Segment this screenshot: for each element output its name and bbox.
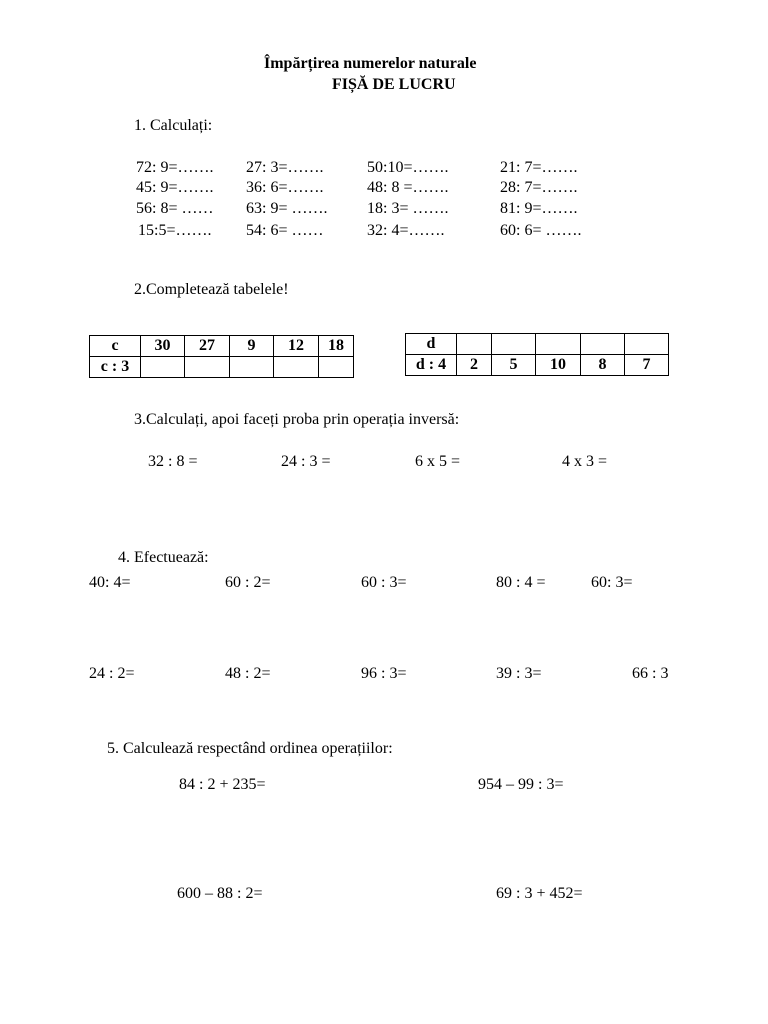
ex1-item: 27: 3=……. [246,159,324,176]
table-cell: 7 [625,355,669,376]
ex1-item: 63: 9= ……. [246,200,328,217]
worksheet-subtitle: FIȘĂ DE LUCRU [332,76,456,93]
table-cell: c [90,336,141,357]
table-cell-blank[interactable] [185,357,230,378]
ex4-heading: 4. Efectuează: [118,549,209,566]
ex2-heading: 2.Completează tabelele! [134,281,289,298]
table-cell-blank[interactable] [492,334,536,355]
table-cell: 10 [536,355,581,376]
ex1-item: 45: 9=……. [136,179,214,196]
table-cell: 2 [457,355,492,376]
ex4-item: 80 : 4 = [496,574,546,591]
table-cell: 18 [319,336,354,357]
ex1-item: 36: 6=……. [246,179,324,196]
ex1-item: 18: 3= ……. [367,200,449,217]
ex1-heading: 1. Calculați: [134,117,213,134]
ex4-item: 96 : 3= [361,665,407,682]
ex4-item: 24 : 2= [89,665,135,682]
ex5-heading: 5. Calculează respectând ordinea operațiilor: [107,740,393,757]
ex1-item: 48: 8 =……. [367,179,449,196]
table-cell-blank[interactable] [457,334,492,355]
table-row [90,357,354,378]
table-c [89,335,354,378]
ex3-item: 24 : 3 = [281,453,331,470]
ex4-item: 60: 3= [591,574,633,591]
ex1-item: 54: 6= …… [246,222,324,239]
ex1-item: 28: 7=……. [500,179,578,196]
table-row [406,355,669,376]
table-cell: 27 [185,336,230,357]
ex3-item: 32 : 8 = [148,453,198,470]
table-cell: 12 [274,336,319,357]
table-d [405,333,669,376]
ex4-item: 40: 4= [89,574,131,591]
table-cell: 8 [581,355,625,376]
table-cell-blank[interactable] [274,357,319,378]
table-cell-blank[interactable] [319,357,354,378]
ex4-item: 39 : 3= [496,665,542,682]
table-cell-blank[interactable] [141,357,185,378]
table-cell: d : 4 [406,355,457,376]
table-cell: 30 [141,336,185,357]
worksheet-title: Împărțirea numerelor naturale [264,55,477,72]
table-cell-blank[interactable] [230,357,274,378]
table-cell-blank[interactable] [581,334,625,355]
table-row [406,334,669,355]
table-cell: d [406,334,457,355]
table-cell: c : 3 [90,357,141,378]
ex1-item: 15:5=……. [138,222,212,239]
ex5-item: 84 : 2 + 235= [179,776,266,793]
ex4-item: 48 : 2= [225,665,271,682]
table-row [90,336,354,357]
ex1-item: 56: 8= …… [136,200,214,217]
table-cell-blank[interactable] [536,334,581,355]
ex1-item: 50:10=……. [367,159,449,176]
ex1-item: 81: 9=……. [500,200,578,217]
ex4-item: 66 : 3 [632,665,669,682]
ex4-item: 60 : 3= [361,574,407,591]
ex5-item: 600 – 88 : 2= [177,885,263,902]
table-cell: 5 [492,355,536,376]
ex1-item: 32: 4=……. [367,222,445,239]
ex5-item: 954 – 99 : 3= [478,776,564,793]
table-cell-blank[interactable] [625,334,669,355]
ex4-item: 60 : 2= [225,574,271,591]
ex5-item: 69 : 3 + 452= [496,885,583,902]
table-cell: 9 [230,336,274,357]
ex3-item: 4 x 3 = [562,453,608,470]
ex3-item: 6 x 5 = [415,453,461,470]
ex1-item: 21: 7=……. [500,159,578,176]
ex3-heading: 3.Calculați, apoi faceți proba prin operația inversă: [134,411,460,428]
ex1-item: 60: 6= ……. [500,222,582,239]
ex1-item: 72: 9=……. [136,159,214,176]
